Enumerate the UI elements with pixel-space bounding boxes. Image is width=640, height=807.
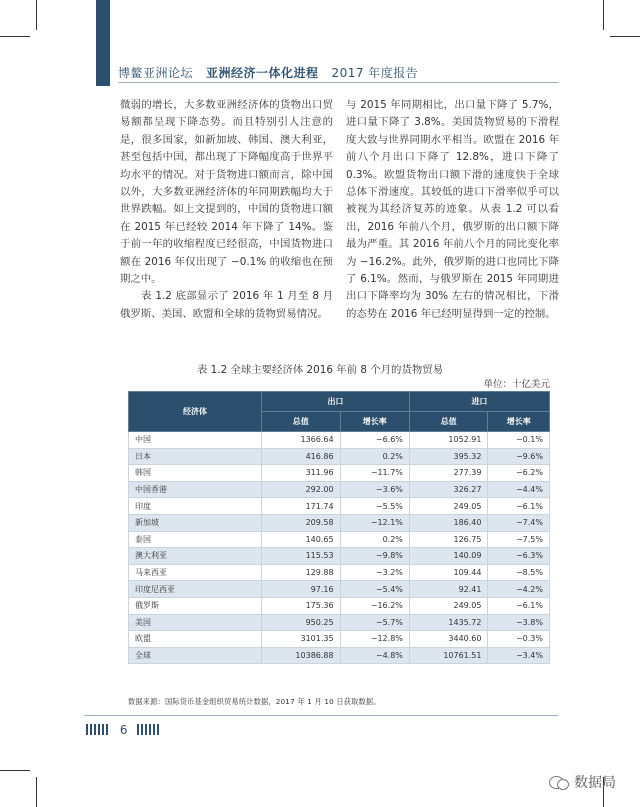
economy-cell: 澳大利亚 — [129, 548, 262, 565]
table-row — [129, 432, 550, 449]
export-total-cell: 292.00 — [262, 481, 341, 498]
export-growth-cell: −9.8% — [340, 548, 409, 565]
import-growth-cell: −6.1% — [488, 498, 550, 515]
chat-bubble-icon — [549, 774, 569, 790]
import-growth-cell: −8.5% — [488, 564, 550, 581]
body-paragraph: 表 1.2 底部显示了 2016 年 1 月至 8 月俄罗斯、美国、欧盟和全球的货物贸易情况。 — [120, 290, 333, 320]
running-header — [118, 64, 418, 81]
export-total-cell: 129.88 — [262, 564, 341, 581]
import-growth-cell: −9.6% — [488, 448, 550, 465]
economy-cell: 中国香港 — [129, 481, 262, 498]
import-growth-cell: −4.2% — [488, 581, 550, 598]
import-total-cell: 186.40 — [409, 514, 488, 531]
table-row — [129, 481, 550, 498]
header-year: 2017 年度报告 — [331, 66, 419, 80]
economy-cell: 日本 — [129, 448, 262, 465]
import-total-cell: 249.05 — [409, 498, 488, 515]
economy-cell: 俄罗斯 — [129, 597, 262, 614]
economy-cell: 新加坡 — [129, 514, 262, 531]
export-growth-cell: −16.2% — [340, 597, 409, 614]
export-growth-cell: −3.6% — [340, 481, 409, 498]
watermark — [549, 772, 616, 792]
import-total-cell: 92.41 — [409, 581, 488, 598]
header-import-total: 总值 — [409, 412, 488, 432]
import-total-cell: 126.75 — [409, 531, 488, 548]
export-growth-cell: −3.2% — [340, 564, 409, 581]
export-total-cell: 171.74 — [262, 498, 341, 515]
crop-mark — [610, 36, 640, 37]
table-unit: 单位：十亿美元 — [483, 379, 550, 390]
table-row — [129, 465, 550, 482]
table-row — [129, 564, 550, 581]
export-total-cell: 140.65 — [262, 531, 341, 548]
table-row — [129, 597, 550, 614]
body-column-left — [120, 97, 333, 323]
import-growth-cell: −4.4% — [488, 481, 550, 498]
import-growth-cell: −6.2% — [488, 465, 550, 482]
header-report-name: 亚洲经济一体化进程 — [205, 66, 319, 80]
import-total-cell: 109.44 — [409, 564, 488, 581]
export-growth-cell: −11.7% — [340, 465, 409, 482]
crop-mark — [603, 0, 604, 30]
table-row — [129, 514, 550, 531]
header-import-growth: 增长率 — [488, 412, 550, 432]
export-total-cell: 97.16 — [262, 581, 341, 598]
crop-mark — [0, 770, 30, 771]
table-caption: 表 1.2 全球主要经济体 2016 年前 8 个月的货物贸易 — [196, 364, 444, 376]
import-total-cell: 3440.60 — [409, 631, 488, 648]
table-row — [129, 531, 550, 548]
export-growth-cell: −5.7% — [340, 614, 409, 631]
table-row — [129, 631, 550, 648]
data-source-note: 数据来源：国际货币基金组织贸易统计数据，2017 年 1 月 10 日获取数据。 — [128, 697, 381, 706]
export-total-cell: 10386.88 — [262, 647, 341, 664]
economy-cell: 印度 — [129, 498, 262, 515]
page-number: 6 — [119, 723, 128, 737]
crop-mark — [36, 777, 37, 807]
import-total-cell: 1052.91 — [409, 432, 488, 449]
economy-cell: 韩国 — [129, 465, 262, 482]
page-footer — [86, 723, 161, 738]
import-total-cell: 395.32 — [409, 448, 488, 465]
export-growth-cell: 0.2% — [340, 531, 409, 548]
table-row — [129, 647, 550, 664]
economy-cell: 全球 — [129, 647, 262, 664]
export-total-cell: 175.36 — [262, 597, 341, 614]
body-column-right — [346, 97, 559, 323]
export-total-cell: 115.53 — [262, 548, 341, 565]
import-growth-cell: −3.8% — [488, 614, 550, 631]
export-growth-cell: 0.2% — [340, 448, 409, 465]
import-growth-cell: −7.4% — [488, 514, 550, 531]
footer-bars-left — [86, 724, 110, 738]
export-total-cell: 416.86 — [262, 448, 341, 465]
table-row — [129, 448, 550, 465]
economy-cell: 欧盟 — [129, 631, 262, 648]
table-row — [129, 498, 550, 515]
body-paragraph: 微弱的增长，大多数亚洲经济体的货物出口贸易额都呈现下降态势。而且特别引人注意的是，很多国家，如新加坡、韩国、澳大利亚，甚至包括中国，都出现了下降幅度高于世界平均水平的情况。对于货物进口额而言，除中国以外，大多数亚洲经济体的年同期跌幅均大于世界跌幅。如上文提到的，中国的货物进口额在 2015 年已经较 2014 年下降了 14%。鉴于前一年的收缩程度已经很高，中国货物进口额在 2016 年仅出现了 −0.1% 的收缩也在预期之中。 — [120, 99, 333, 286]
export-total-cell: 3101.35 — [262, 631, 341, 648]
crop-mark — [0, 36, 30, 37]
export-growth-cell: −5.5% — [340, 498, 409, 515]
economy-cell: 泰国 — [129, 531, 262, 548]
import-growth-cell: −6.1% — [488, 597, 550, 614]
table-body — [129, 432, 550, 664]
import-total-cell: 140.09 — [409, 548, 488, 565]
import-growth-cell: −0.1% — [488, 432, 550, 449]
export-growth-cell: −5.4% — [340, 581, 409, 598]
import-growth-cell: −3.4% — [488, 647, 550, 664]
export-growth-cell: −12.8% — [340, 631, 409, 648]
table-row — [129, 614, 550, 631]
header-forum: 博鳌亚洲论坛 — [118, 66, 194, 80]
export-total-cell: 311.96 — [262, 465, 341, 482]
body-paragraph: 与 2015 年同期相比，出口量下降了 5.7%，进口量下降了 3.8%。美国货物贸易的下滑程度大致与世界同期水平相当。欧盟在 2016 年前八个月出口下降了 12.8%，进口下降了 0.3%。欧盟货物出口额下滑的速度快于全球总体下滑速度。其较低的进口下滑率似乎可以被视为其经济复苏的迹象。从表 1.2 可以看出，2016 年前八个月，俄罗斯的出口额下降最为严重。其 2016 年前八个月的同比变化率为 −16.2%。此外，俄罗斯的进口也同比下降了 6.1%。然而，与俄罗斯在 2015 年同期进出口下降率均为 30% 左右的情况相比，下滑的态势在 2016 年已经明显得到一定的控制。 — [346, 99, 559, 320]
footer-bars-right — [137, 724, 161, 738]
import-growth-cell: −7.5% — [488, 531, 550, 548]
import-growth-cell: −6.3% — [488, 548, 550, 565]
crop-mark — [36, 0, 37, 30]
export-growth-cell: −12.1% — [340, 514, 409, 531]
footer-rule — [84, 715, 558, 716]
economy-cell: 美国 — [129, 614, 262, 631]
export-total-cell: 950.25 — [262, 614, 341, 631]
export-total-cell: 209.58 — [262, 514, 341, 531]
header-export: 出口 — [262, 392, 410, 412]
header-accent-bar — [96, 0, 110, 86]
table-row — [129, 548, 550, 565]
watermark-text: 数据局 — [574, 775, 616, 791]
header-import: 进口 — [409, 392, 549, 412]
import-total-cell: 1435.72 — [409, 614, 488, 631]
import-total-cell: 249.05 — [409, 597, 488, 614]
import-total-cell: 326.27 — [409, 481, 488, 498]
header-economy: 经济体 — [129, 392, 262, 432]
export-growth-cell: −6.6% — [340, 432, 409, 449]
export-total-cell: 1366.64 — [262, 432, 341, 449]
import-total-cell: 277.39 — [409, 465, 488, 482]
table-row — [129, 581, 550, 598]
header-rule — [118, 82, 558, 83]
header-export-total: 总值 — [262, 412, 341, 432]
economy-cell: 中国 — [129, 432, 262, 449]
economy-cell: 印度尼西亚 — [129, 581, 262, 598]
import-growth-cell: −0.3% — [488, 631, 550, 648]
trade-table — [128, 391, 550, 664]
export-growth-cell: −4.8% — [340, 647, 409, 664]
header-export-growth: 增长率 — [340, 412, 409, 432]
import-total-cell: 10761.51 — [409, 647, 488, 664]
economy-cell: 马来西亚 — [129, 564, 262, 581]
